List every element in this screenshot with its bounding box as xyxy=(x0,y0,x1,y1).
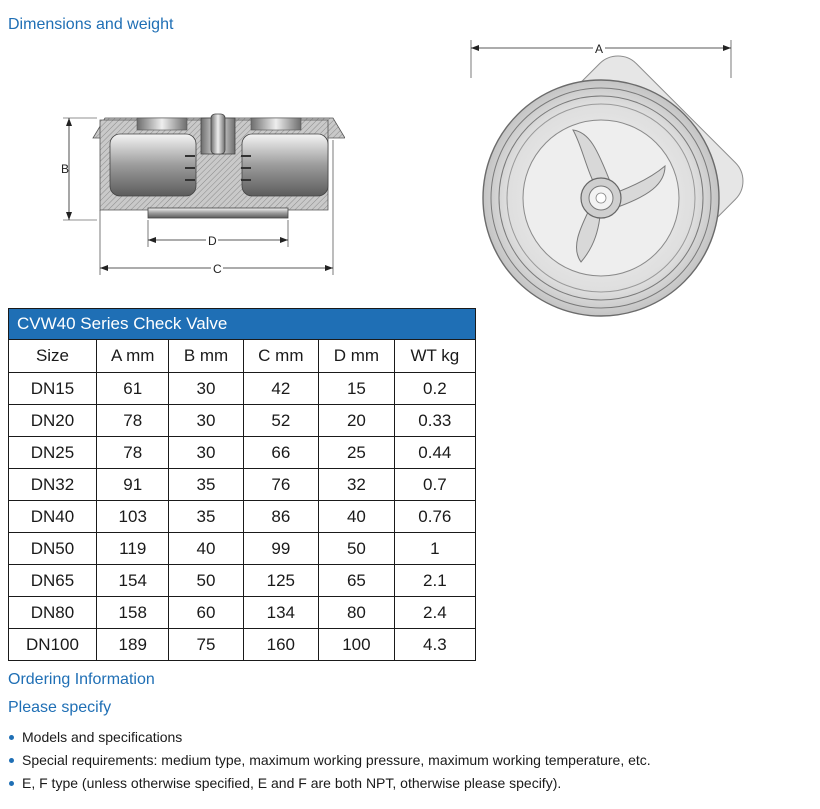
specify-list xyxy=(8,726,651,795)
cell-size: DN20 xyxy=(9,405,97,437)
table-row xyxy=(9,373,476,405)
dimensions-heading: Dimensions and weight xyxy=(8,16,174,33)
table-row xyxy=(9,533,476,565)
cell-d: 20 xyxy=(319,405,395,437)
please-specify-heading: Please specify xyxy=(8,699,112,716)
dim-label-b: B xyxy=(61,162,70,176)
dim-label-d: D xyxy=(208,234,217,248)
cell-d: 80 xyxy=(319,597,395,629)
bullet-icon xyxy=(9,735,14,740)
cell-size: DN25 xyxy=(9,437,97,469)
cell-wt: 0.76 xyxy=(394,501,475,533)
table-row xyxy=(9,469,476,501)
cell-b: 60 xyxy=(169,597,243,629)
table-row xyxy=(9,501,476,533)
cell-b: 30 xyxy=(169,373,243,405)
cell-size: DN32 xyxy=(9,469,97,501)
cell-b: 50 xyxy=(169,565,243,597)
cell-b: 35 xyxy=(169,501,243,533)
cell-a: 189 xyxy=(96,629,169,661)
list-item-text: Models and specifications xyxy=(22,729,183,745)
cell-c: 160 xyxy=(243,629,319,661)
cvw40-spec-table xyxy=(8,308,476,661)
cell-d: 15 xyxy=(319,373,395,405)
cell-size: DN80 xyxy=(9,597,97,629)
cell-c: 52 xyxy=(243,405,319,437)
cell-wt: 2.1 xyxy=(394,565,475,597)
dim-label-c: C xyxy=(213,262,222,276)
cell-wt: 2.4 xyxy=(394,597,475,629)
col-header-d: D mm xyxy=(319,340,395,373)
cell-c: 76 xyxy=(243,469,319,501)
cell-c: 42 xyxy=(243,373,319,405)
cell-size: DN50 xyxy=(9,533,97,565)
bullet-icon xyxy=(9,781,14,786)
cell-d: 32 xyxy=(319,469,395,501)
dim-label-a: A xyxy=(595,42,604,56)
cell-wt: 0.2 xyxy=(394,373,475,405)
list-item-text: E, F type (unless otherwise specified, E and F are both NPT, otherwise please specify). xyxy=(22,775,562,791)
cell-size: DN100 xyxy=(9,629,97,661)
cell-size: DN40 xyxy=(9,501,97,533)
cell-a: 61 xyxy=(96,373,169,405)
cell-wt: 0.33 xyxy=(394,405,475,437)
col-header-a: A mm xyxy=(96,340,169,373)
list-item-text: Special requirements: medium type, maximum working pressure, maximum working temperature, etc. xyxy=(22,752,651,768)
valve-top-view-drawing xyxy=(465,38,765,318)
table-caption: CVW40 Series Check Valve xyxy=(9,309,476,340)
list-item xyxy=(8,772,651,795)
bullet-icon xyxy=(9,758,14,763)
col-header-size: Size xyxy=(9,340,97,373)
col-header-c: C mm xyxy=(243,340,319,373)
valve-section-drawing xyxy=(55,110,345,280)
cell-c: 99 xyxy=(243,533,319,565)
cell-b: 30 xyxy=(169,437,243,469)
cell-a: 78 xyxy=(96,405,169,437)
cell-b: 75 xyxy=(169,629,243,661)
cell-b: 40 xyxy=(169,533,243,565)
cell-size: DN65 xyxy=(9,565,97,597)
cell-a: 91 xyxy=(96,469,169,501)
cell-d: 50 xyxy=(319,533,395,565)
cell-b: 35 xyxy=(169,469,243,501)
cell-b: 30 xyxy=(169,405,243,437)
cell-d: 25 xyxy=(319,437,395,469)
cell-d: 40 xyxy=(319,501,395,533)
cell-d: 100 xyxy=(319,629,395,661)
cell-wt: 1 xyxy=(394,533,475,565)
cell-wt: 4.3 xyxy=(394,629,475,661)
cell-c: 134 xyxy=(243,597,319,629)
cell-a: 103 xyxy=(96,501,169,533)
table-header-row xyxy=(9,340,476,373)
cell-c: 66 xyxy=(243,437,319,469)
list-item xyxy=(8,726,651,749)
col-header-b: B mm xyxy=(169,340,243,373)
list-item xyxy=(8,749,651,772)
cell-wt: 0.44 xyxy=(394,437,475,469)
cell-d: 65 xyxy=(319,565,395,597)
cell-size: DN15 xyxy=(9,373,97,405)
table-row xyxy=(9,405,476,437)
cell-a: 154 xyxy=(96,565,169,597)
cell-wt: 0.7 xyxy=(394,469,475,501)
col-header-wt: WT kg xyxy=(394,340,475,373)
table-row xyxy=(9,565,476,597)
ordering-heading: Ordering Information xyxy=(8,671,155,688)
cell-a: 119 xyxy=(96,533,169,565)
table-row xyxy=(9,629,476,661)
cell-c: 86 xyxy=(243,501,319,533)
cell-a: 78 xyxy=(96,437,169,469)
cell-c: 125 xyxy=(243,565,319,597)
table-row xyxy=(9,597,476,629)
table-row xyxy=(9,437,476,469)
cell-a: 158 xyxy=(96,597,169,629)
